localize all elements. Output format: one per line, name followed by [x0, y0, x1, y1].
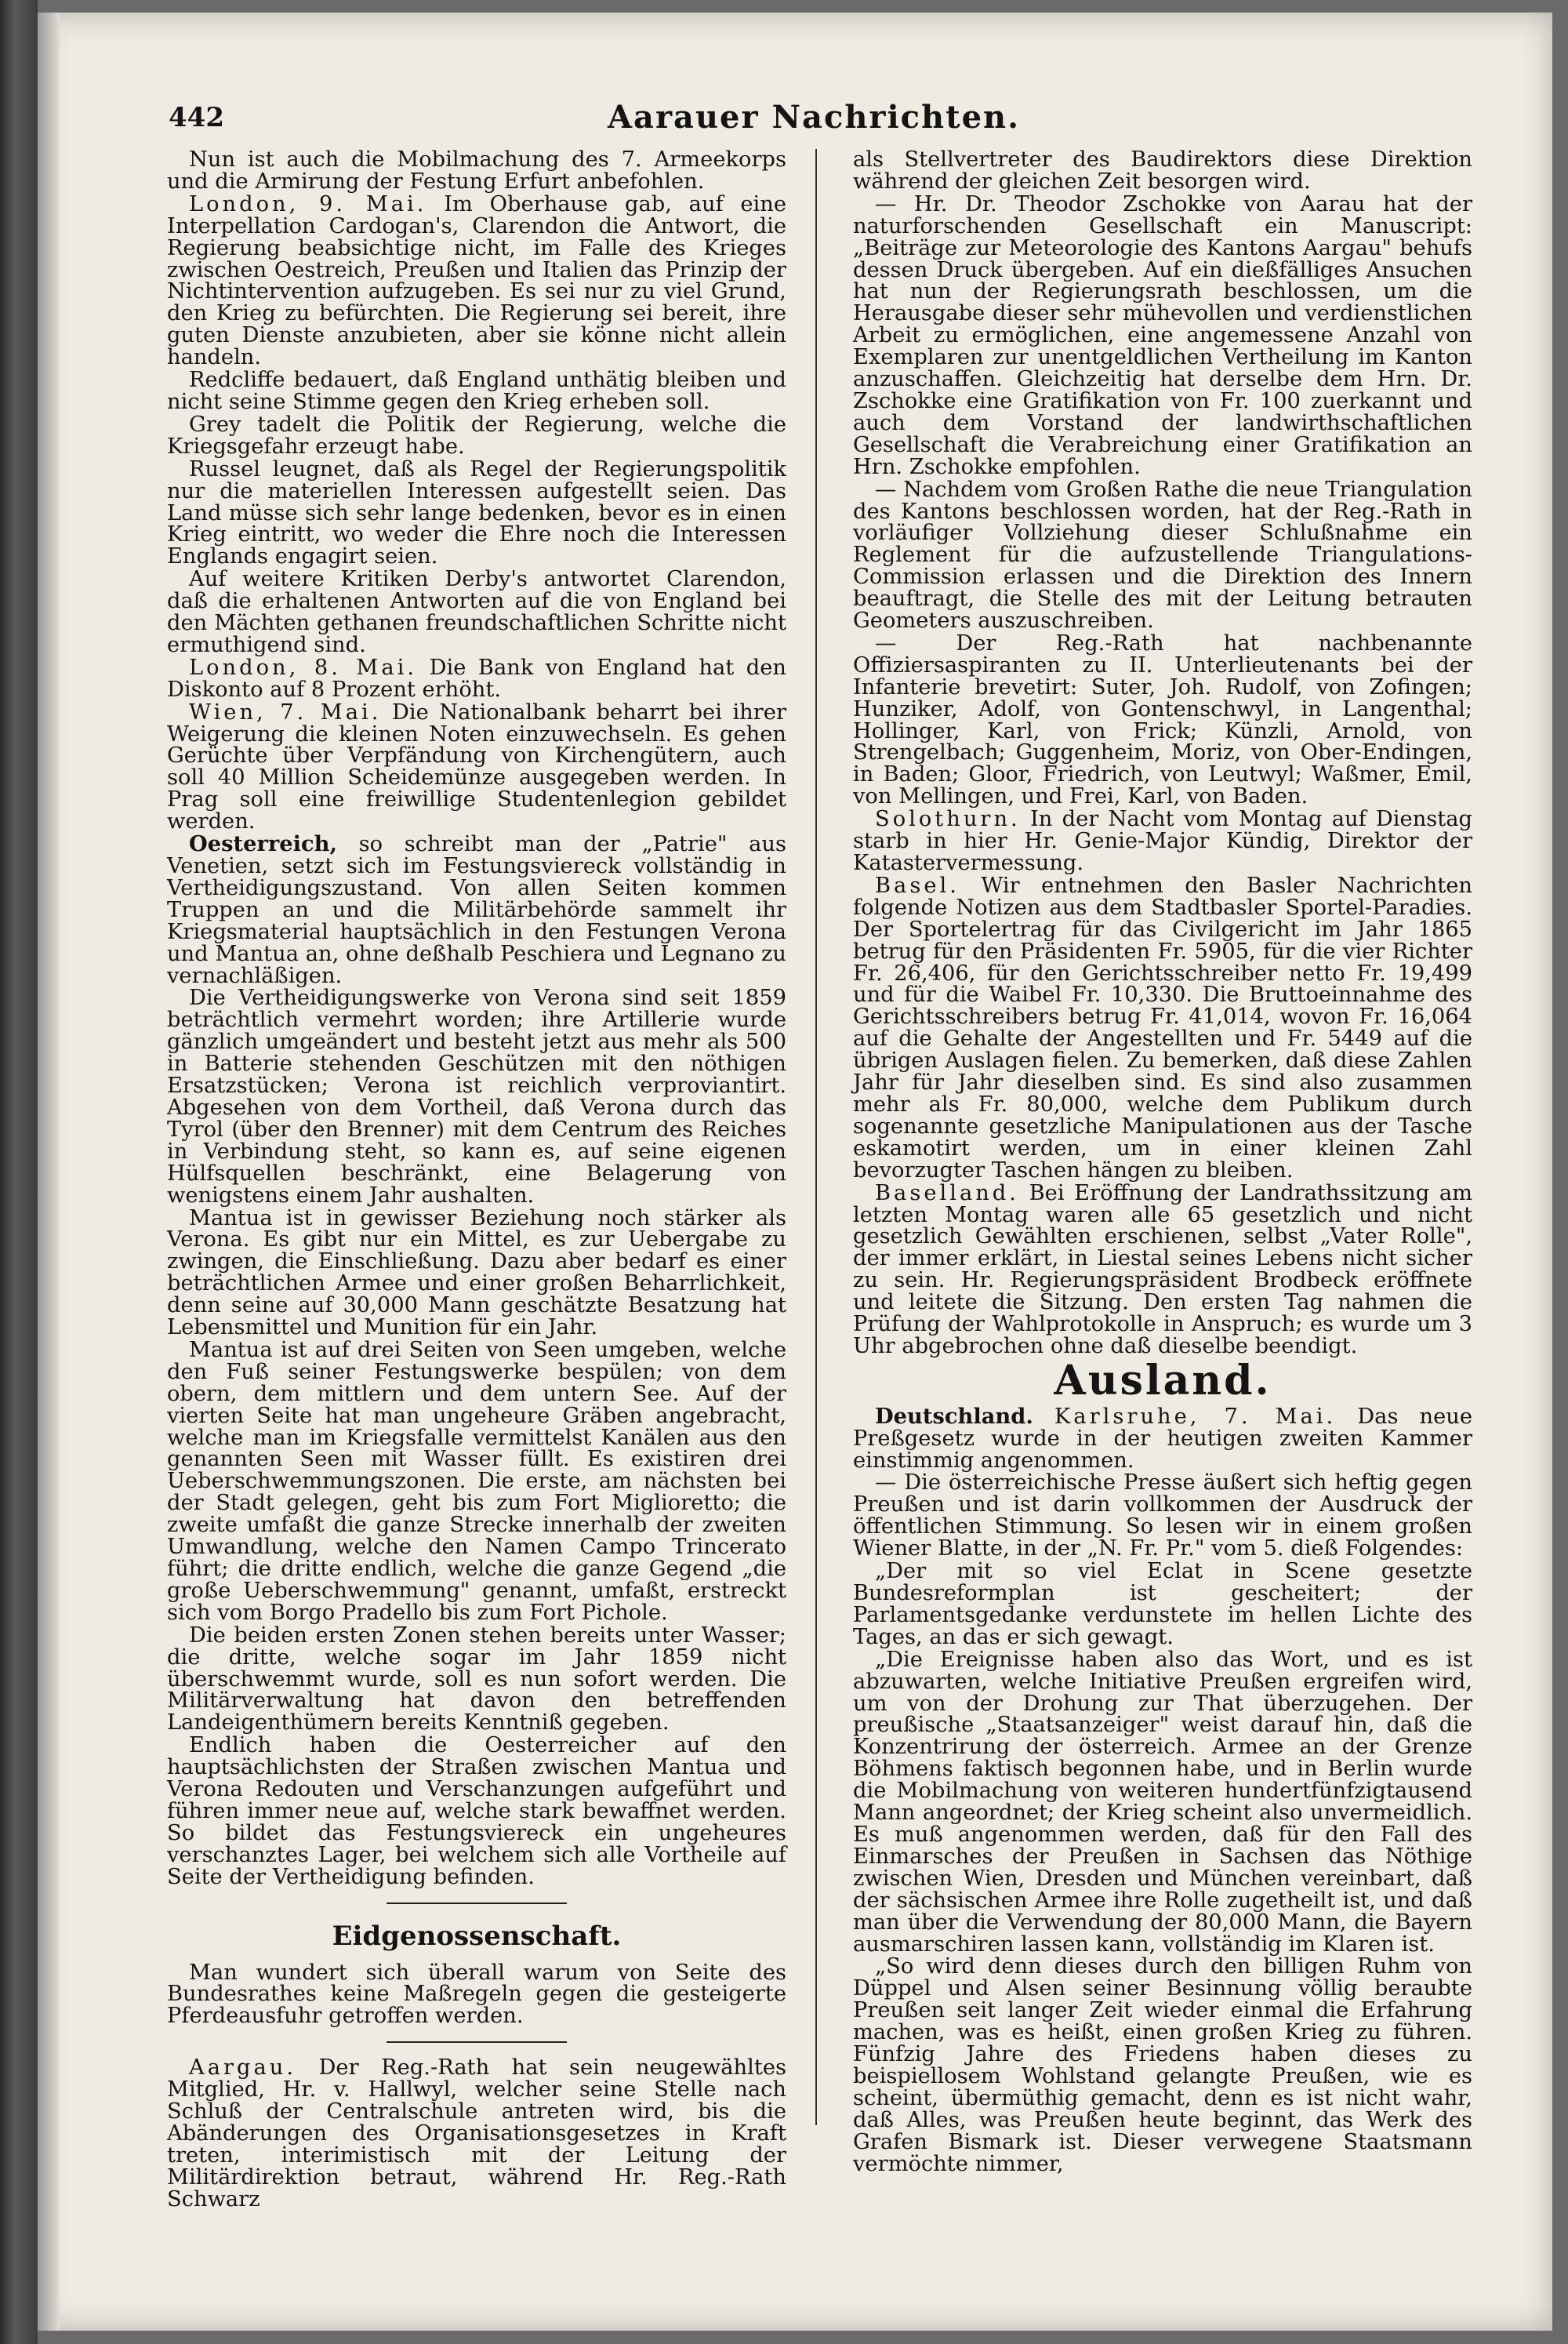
lead-word: Oesterreich, — [189, 831, 337, 857]
dateline: Baselland. — [875, 1180, 1019, 1205]
section-heading: Eidgenossenschaft. — [332, 1920, 622, 1952]
paragraph: „So wird denn dieses durch den billigen Ruhm von Düppel und Alsen seiner Besinnung völlig beraubte Preußen seit langer Zeit wieder einmal die Erfahrung machen, was es heißt, einen großen Krieg zu führen. Fünfzig Jahre des Friedens haben dieses zu beispiellosem Wohlstand gelangte Preußen, wie es scheint, übermüthig gemacht, denn es ist nicht wahr, daß Alles, was Preußen heute beginnt, das Werk des Grafen Bismark ist. Dieser verwegene Staatsmann vermöchte nimmer, — [853, 1954, 1472, 2176]
paragraph: Mantua ist auf drei Seiten von Seen umgeben, welche den Fuß seiner Festungswerke bespülen; von dem obern, dem mittlern und dem untern See. Auf der vierten Seite hat man ungeheure Gräben angebracht, welche man im Kriegsfalle vermittelst Kanälen aus den genannten Seen mit Wasser füllt. Es existiren drei Ueberschwemmungszonen. Die erste, am nächsten bei der Stadt gelegen, geht bis zum Fort Miglioretto; die zweite umfaßt die ganze Strecke innerhalb der zweiten Umwandlung, welche den Namen Campo Trincerato führt; die dritte endlich, welche die ganze Gegend „die große Ueberschwemmung" genannt, umfaßt, erstreckt sich vom Borgo Pradello bis zum Fort Pichole. — [167, 1337, 786, 1625]
lead-word: Deutschland. — [875, 1403, 1033, 1429]
paragraph: — Die österreichische Presse äußert sich heftig gegen Preußen und ist darin vollkommen der Ausdruck der öffentlichen Stimmung. So lesen wir in einem großen Wiener Blatte, in der „N. Fr. Pr." vom 5. dieß Folgendes: — [853, 1470, 1472, 1561]
column-divider — [815, 149, 817, 2125]
paragraph: Mantua ist in gewisser Beziehung noch stärker als Verona. Es gibt nur ein Mittel, es zur Uebergabe zu zwingen, die Einschließung. Dazu aber bedarf es einer beträchtlichen Armee und einer großen Beharrlichkeit, denn seine auf 30,000 Mann geschätzte Besatzung hat Lebensmittel und Munition für ein Jahr. — [167, 1205, 786, 1340]
paragraph: Aargau. Der Reg.-Rath hat sein neugewähltes Mitglied, Hr. v. Hallwyl, welcher seine Stelle nach Schluß der Centralschule antreten wird, bis die Abänderungen des Organisationsgesetzes in Kraft treten, interimistisch mit der Leitung der Militärdirektion betraut, während Hr. Reg.-Rath Schwarz — [167, 2055, 786, 2211]
paragraph: — Hr. Dr. Theodor Zschokke von Aarau hat der naturforschenden Gesellschaft ein Manuscript: „Beiträge zur Meteorologie des Kantons Aargau" behufs dessen Druck übergeben. Auf ein dießfälliges Ansuchen hat nun der Regierungsrath beschlossen, um die Herausgabe dieser sehr mühevollen und verdienstlichen Arbeit zu ermöglichen, eine angemessene Anzahl von Exemplaren zur unentgeldlichen Vertheilung im Kanton anzuschaffen. Gleichzeitig hat derselbe dem Hrn. Dr. Zschokke eine Gratifikation von Fr. 100 zuerkannt und auch dem Vorstand der landwirthschaftlichen Gesellschaft die Verabreichung einer Gratifikation an Hrn. Zschokke empfohlen. — [853, 191, 1472, 479]
paragraph: Man wundert sich überall warum von Seite des Bundesrathes keine Maßregeln gegen die gesteigerte Pferdeausfuhr getroffen werden. — [167, 1960, 786, 2029]
paragraph: Die beiden ersten Zonen stehen bereits unter Wasser; die dritte, welche sogar im Jahr 1859 nicht überschwemmt wurde, soll es nun sofort werden. Die Militärverwaltung hat davon den betreffenden Landeigenthümern bereits Kenntniß gegeben. — [167, 1623, 786, 1735]
paragraph: Baselland. Bei Eröffnung der Landrathssitzung am letzten Montag waren alle 65 gesetzlich und nicht gesetzlich Gewählten erschienen, selbst „Vater Rolle", der immer erklärt, in Liestal seines Lebens nicht sicher zu sein. Hr. Regierungspräsident Brodbeck eröffnete und leitete die Sitzung. Den ersten Tag nahmen die Prüfung der Wahlprotokolle in Anspruch; es wurde um 3 Uhr abgebrochen ohne daß dieselbe beendigt. — [853, 1180, 1472, 1358]
masthead-title: Aarauer Nachrichten. — [608, 99, 1021, 136]
left-column — [167, 149, 786, 2211]
paragraph: als Stellvertreter des Baudirektors diese Direktion während der gleichen Zeit besorgen wird. — [853, 147, 1472, 194]
section-rule — [387, 1902, 567, 1904]
paragraph: Die Vertheidigungswerke von Verona sind seit 1859 beträchtlich vermehrt worden; ihre Artillerie wurde gänzlich umgeändert und besteht jetzt aus mehr als 500 in Batterie stehenden Geschützen mit den nöthigen Ersatzstücken; Verona ist reichlich verproviantirt. Abgesehen von dem Vortheil, daß Verona durch das Tyrol (über den Brenner) mit dem Centrum des Reiches in Verbindung steht, so kann es, auf seine eigenen Hülfsquellen beschränkt, eine Belagerung von wenigstens einem Jahr aushalten. — [167, 986, 786, 1208]
paragraph: Russel leugnet, daß als Regel der Regierungspolitik nur die materiellen Interessen aufgestellt seien. Das Land müsse sich sehr lange bedenken, bevor es in einen Krieg eintritt, wo weder die Ehre noch die Interessen Englands engagirt seien. — [167, 456, 786, 569]
paragraph: Basel. Wir entnehmen den Basler Nachrichten folgende Notizen aus dem Stadtbasler Sportel-Paradies. Der Sportelertrag für das Civilgericht im Jahr 1865 betrug für den Präsidenten Fr. 5905, für die vier Richter Fr. 26,406, für den Gerichtsschreiber netto Fr. 19,499 und für die Waibel Fr. 10,330. Die Bruttoeinnahme des Gerichtsschreibers betrug Fr. 41,014, wovon Fr. 16,064 auf die Gehalte der Angestellten und Fr. 5449 auf die übrigen Auslagen fielen. Zu bemerken, daß diese Zahlen Jahr für Jahr dieselben sind. Es sind also zusammen mehr als Fr. 80,000, welche dem Publikum durch sogenannte gesetzliche Manipulationen aus der Tasche eskamotirt werden, um in einer kleinen Zahl bevorzugter Taschen hängen zu bleiben. — [853, 873, 1472, 1183]
dateline: London, 8. Mai. — [189, 655, 418, 680]
dateline: Solothurn. — [875, 807, 1021, 832]
page-number: 442 — [169, 102, 224, 133]
right-column — [853, 149, 1472, 2175]
paragraph: Endlich haben die Oesterreicher auf den hauptsächlichsten der Straßen zwischen Mantua und Verona Redouten und Verschanzungen aufgeführt und führen immer neue auf, welche stark bewaffnet werden. So bildet das Festungsviereck ein ungeheures verschanztes Lager, bei welchem sich alle Vortheile auf Seite der Vertheidigung befinden. — [167, 1733, 786, 1889]
paragraph: Nun ist auch die Mobilmachung des 7. Armeekorps und die Armirung der Festung Erfurt anbefohlen. — [167, 147, 786, 194]
paragraph: London, 8. Mai. Die Bank von England hat den Diskonto auf 8 Prozent erhöht. — [167, 655, 786, 702]
dateline: Wien, 7. Mai. — [189, 700, 382, 725]
paragraph: Wien, 7. Mai. Die Nationalbank beharrt bei ihrer Weigerung die kleinen Noten einzuwechseln. Es gehen Gerüchte über Verpfändung von Kirchengütern, auch soll 40 Million Scheidemünze ausgegeben werden. In Prag soll eine freiwillige Studentenlegion gebildet werden. — [167, 700, 787, 834]
paragraph: Grey tadelt die Politik der Regierung, welche die Kriegsgefahr erzeugt habe. — [167, 412, 786, 459]
paragraph: Oesterreich, so schreibt man der „Patrie" aus Venetien, setzt sich im Festungsviereck vollständig in Vertheidigungszustand. Von allen Seiten kommen Truppen an und die Militärbehörde sammelt ihr Kriegsmaterial hauptsächlich in den Festungen Verona und Mantua an, ohne deßhalb Peschiera und Legnano zu vernachläßigen. — [167, 831, 786, 988]
paragraph: Redcliffe bedauert, daß England unthätig bleiben und nicht seine Stimme gegen den Krieg erheben soll. — [167, 368, 786, 414]
paragraph: Solothurn. In der Nacht vom Montag auf Dienstag starb in hier Hr. Genie-Major Kündig, Direktor der Katastervermessung. — [853, 807, 1472, 875]
section-rule — [387, 2041, 567, 2043]
page-header — [169, 99, 1462, 141]
paragraph: — Nachdem vom Großen Rathe die neue Triangulation des Kantons beschlossen worden, hat der Reg.-Rath in vorläufiger Vollziehung dieser Schlußnahme ein Reglement für die aufzustellende Triangulations-Commission erlassen und die Direktion des Innern beauftragt, die Stelle des mit der Leitung betrauten Geometers auszuschreiben. — [853, 477, 1472, 634]
dateline: London, 9. Mai. — [189, 191, 427, 216]
paragraph: „Die Ereignisse haben also das Wort, und es ist abzuwarten, welche Initiative Preußen ergreifen wird, um von der Drohung zur That überzugehen. Der preußische „Staatsanzeiger" weist darauf hin, daß die Konzentrirung der österreich. Armee an der Grenze Böhmens faktisch begonnen habe, und in Berlin wurde die Mobilmachung von weiteren hundertfünfzigtausend Mann angeordnet; der Krieg scheint also unvermeidlich. Es muß angenommen werden, daß für den Fall des Einmarsches der Preußen in Sachsen das Nöthige zwischen Wien, Dresden und München vereinbart, daß der sächsischen Armee ihre Rolle zugetheilt ist, und daß man über die Verwendung der 80,000 Mann, die Bayern ausmarschiren lassen kann, vollständig im Klaren ist. — [853, 1647, 1472, 1957]
dateline: Karlsruhe, 7. Mai. — [1054, 1404, 1337, 1429]
paragraph: „Der mit so viel Eclat in Scene gesetzte Bundesreformplan ist gescheitert; der Parlamentsgedanke verdunstete im hellen Lichte des Tages, an das er sich gewagt. — [853, 1559, 1472, 1649]
book-binding — [0, 0, 38, 2344]
dateline: Basel. — [875, 873, 960, 898]
paragraph: London, 9. Mai. Im Oberhause gab, auf eine Interpellation Cardogan's, Clarendon die Antwort, die Regierung beabsichtige nicht, im Falle des Krieges zwischen Oestreich, Preußen und Italien das Prinzip der Nichtintervention aufzugeben. Es sei nur zu viel Grund, den Krieg zu befürchten. Die Regierung sei bereit, ihre guten Dienste anzubieten, aber sie könne nicht allein handeln. — [167, 191, 786, 370]
section-heading: Ausland. — [1054, 1356, 1272, 1405]
paragraph: Deutschland. Karlsruhe, 7. Mai. Das neue Preßgesetz wurde in der heutigen zweiten Kammer einstimmig angenommen. — [853, 1403, 1472, 1473]
paragraph: — Der Reg.-Rath hat nachbenannte Offiziersaspiranten zu II. Unterlieutenants bei der Infanterie brevetirt: Suter, Joh. Rudolf, von Zofingen; Hunziker, Adolf, von Gontenschwyl, in Langenthal; Hollinger, Karl, von Frick; Künzli, Arnold, von Strengelbach; Guggenheim, Moriz, von Ober-Endingen, in Baden; Gloor, Friedrich, von Leutwyl; Waßmer, Emil, von Mellingen, und Frei, Karl, von Baden. — [853, 631, 1472, 809]
page-gutter-shadow — [38, 13, 60, 2331]
dateline: Aargau. — [189, 2055, 297, 2081]
paragraph: Auf weitere Kritiken Derby's antwortet Clarendon, daß die erhaltenen Antworten auf die von England bei den Mächten gethanen freundschaftlichen Schritte nicht ermuthigend sind. — [167, 567, 786, 657]
